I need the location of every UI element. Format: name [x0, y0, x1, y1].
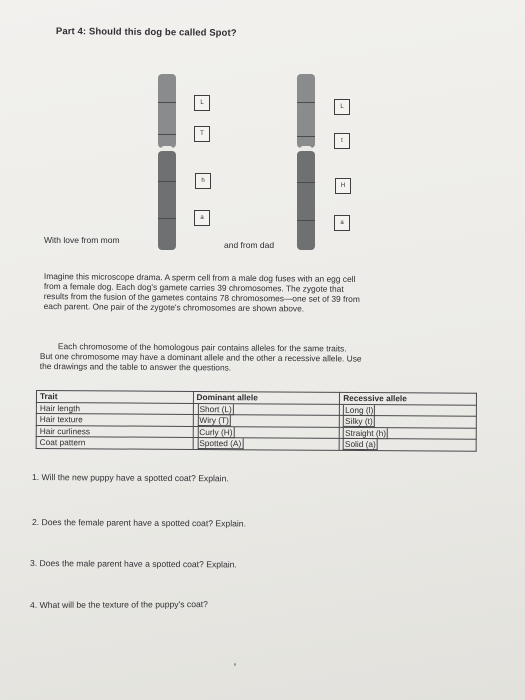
chromosome-dad: [297, 74, 317, 250]
intro-line: Imagine this microscope drama. A sperm cell from a male dog fuses with an egg cell: [43, 271, 356, 284]
locus-line: [158, 134, 176, 135]
table-cell-recessive: [340, 404, 477, 416]
table-header-cell: Trait: [36, 391, 193, 403]
table-cell-dominant-text: Curly (H): [197, 427, 234, 438]
allele-box-mom-3: h: [195, 173, 211, 189]
table-cell-trait: Hair curliness: [36, 425, 193, 437]
locus-line: [158, 218, 176, 219]
allele-box-dad-1: L: [334, 99, 350, 115]
question-1: 1. Will the new puppy have a spotted coat? Explain.: [31, 472, 229, 484]
trait-table: [36, 390, 477, 451]
table-cell-dominant: [193, 403, 340, 415]
question-3: 3. Does the male parent have a spotted coat? Explain.: [29, 558, 237, 570]
allele-box-dad-3: H: [335, 178, 351, 194]
allele-box-mom-4: a: [194, 210, 210, 226]
locus-line: [297, 182, 315, 183]
intro-line: results from the fusion of the gametes contains 78 chromosomes—one set of 39 from: [43, 290, 360, 305]
table-cell-dominant-text: Wiry (T): [197, 415, 231, 426]
caption-dad: and from dad: [224, 240, 275, 250]
intro-line: each parent. One pair of the zygote's chromosomes are shown above.: [43, 300, 305, 314]
instructions-line: But one chromosome may have a dominant allele and the other a recessive allele. Use: [39, 350, 362, 364]
table-cell-dominant: [193, 414, 340, 426]
locus-line: [297, 136, 315, 137]
allele-box-dad-2: t: [334, 133, 350, 149]
chromosome-mom-upper-arm: [158, 74, 176, 148]
table-cell-trait: Hair length: [36, 402, 193, 414]
allele-box-dad-4: a: [334, 215, 350, 231]
table-cell-dominant-text: Short (L): [197, 404, 233, 415]
page-title: Part 4: Should this dog be called Spot?: [55, 26, 237, 39]
locus-line: [158, 181, 176, 182]
question-2: 2. Does the female parent have a spotted coat? Explain.: [31, 517, 247, 529]
instructions-paragraph: [40, 341, 362, 374]
table-cell-dominant: [193, 426, 340, 438]
table-cell-recessive-text: Long (l): [343, 405, 375, 416]
locus-line: [158, 102, 176, 103]
table-cell-recessive: [339, 427, 476, 439]
paper-speck: [234, 663, 236, 666]
chromosome-mom: [158, 74, 178, 250]
chromosome-mom-lower-arm: [158, 151, 176, 250]
allele-box-mom-2: T: [194, 126, 210, 142]
table-cell-recessive-text: Straight (h): [343, 428, 388, 439]
intro-line: from a female dog. Each dog's gamete carries 39 chromosomes. The zygote that: [43, 280, 344, 294]
locus-line: [297, 220, 315, 221]
table-cell-recessive: [340, 415, 477, 427]
table-header-cell: Recessive allele: [340, 392, 477, 404]
table-cell-trait: Hair texture: [36, 414, 193, 426]
allele-box-mom-1: L: [194, 95, 210, 111]
locus-line: [297, 102, 315, 103]
table-cell-recessive-text: Silky (t): [343, 416, 375, 427]
caption-mom: With love from mom: [44, 235, 120, 245]
table-row: [36, 437, 476, 451]
table-cell-trait: Coat pattern: [36, 437, 193, 449]
table-header-cell: Dominant allele: [193, 391, 340, 403]
chromosome-dad-lower-arm: [297, 151, 315, 250]
table-cell-dominant-text: Spotted (A): [197, 438, 243, 449]
instructions-line: Each chromosome of the homologous pair contains alleles for the same traits.: [57, 341, 347, 354]
instructions-line: the drawings and the table to answer the questions.: [39, 360, 232, 373]
table-cell-recessive-text: Solid (a): [343, 439, 378, 450]
table-cell-dominant: [193, 437, 340, 449]
table-cell-recessive: [339, 438, 476, 450]
question-4: 4. What will be the texture of the puppy's coat?: [30, 599, 208, 610]
intro-paragraph: [44, 271, 360, 314]
